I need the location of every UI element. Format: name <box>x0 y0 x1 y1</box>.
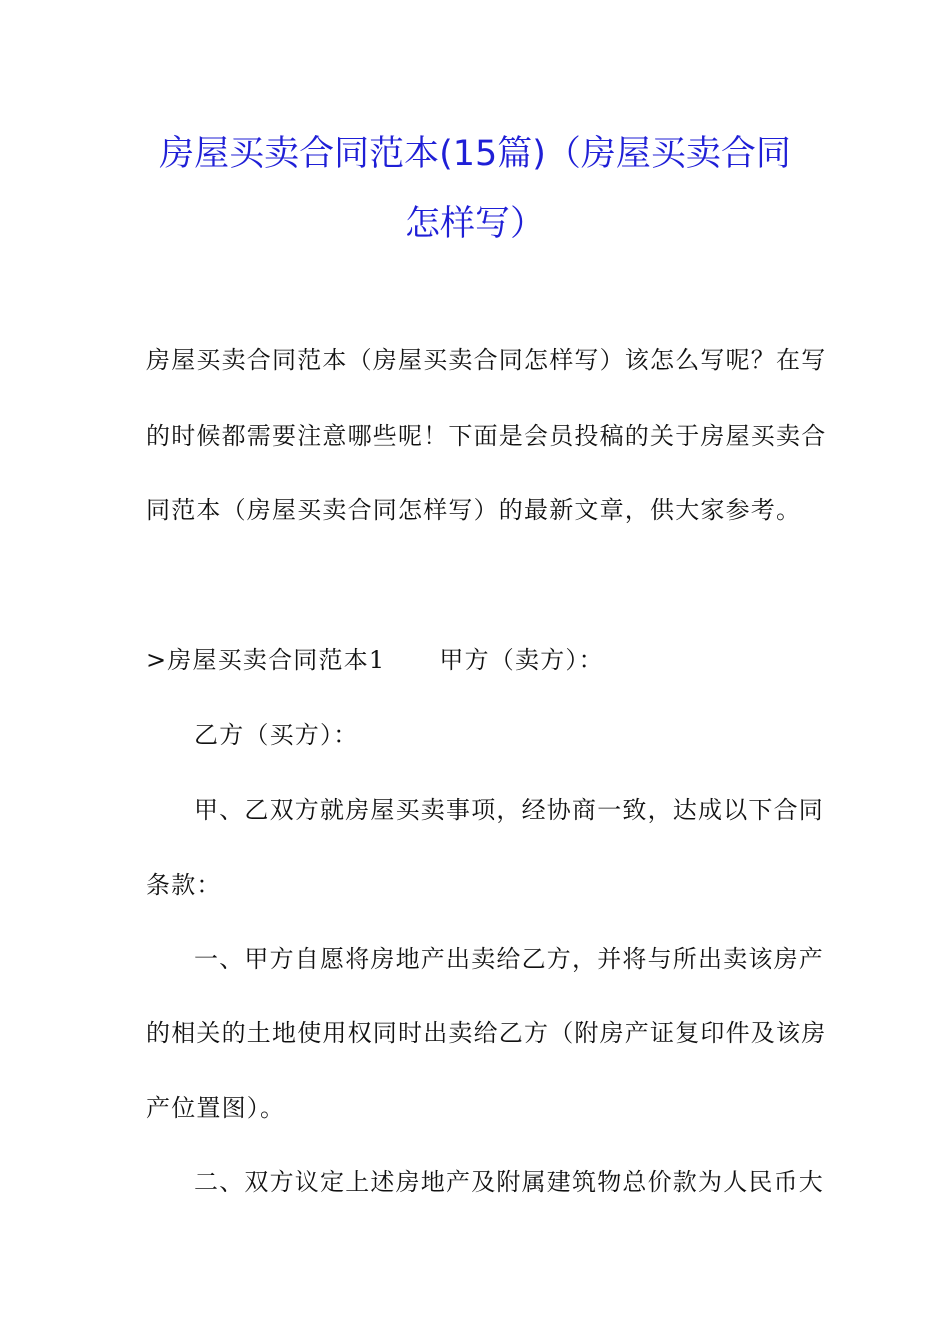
section-heading: >房屋买卖合同范本1 <box>146 646 386 674</box>
para2-line-3: 产位置图）。 <box>146 1094 286 1122</box>
intro-line-1: 房屋买卖合同范本（房屋买卖合同怎样写）该怎么写呢？在写 <box>146 346 827 374</box>
party-a-label: 甲方（卖方）： <box>439 646 604 674</box>
intro-line-2: 的时候都需要注意哪些呢！下面是会员投稿的关于房屋买卖合 <box>146 422 827 450</box>
document-title-line-2: 怎样写） <box>404 204 545 244</box>
section-heading-row <box>146 645 806 675</box>
document-title-line-1: 房屋买卖合同范本(15篇)（房屋买卖合同 <box>159 134 791 174</box>
party-b-label: 乙方（买方）： <box>194 721 359 749</box>
para3-line-1: 二、双方议定上述房地产及附属建筑物总价款为人民币大 <box>194 1168 824 1196</box>
intro-line-3: 同范本（房屋买卖合同怎样写）的最新文章，供大家参考。 <box>146 496 802 524</box>
para2-line-2: 的相关的土地使用权同时出卖给乙方（附房产证复印件及该房 <box>146 1019 827 1047</box>
para1-line-2: 条款： <box>146 871 222 899</box>
para1-line-1: 甲、乙双方就房屋买卖事项，经协商一致，达成以下合同 <box>194 796 824 824</box>
para2-line-1: 一、甲方自愿将房地产出卖给乙方，并将与所出卖该房产 <box>194 945 824 973</box>
